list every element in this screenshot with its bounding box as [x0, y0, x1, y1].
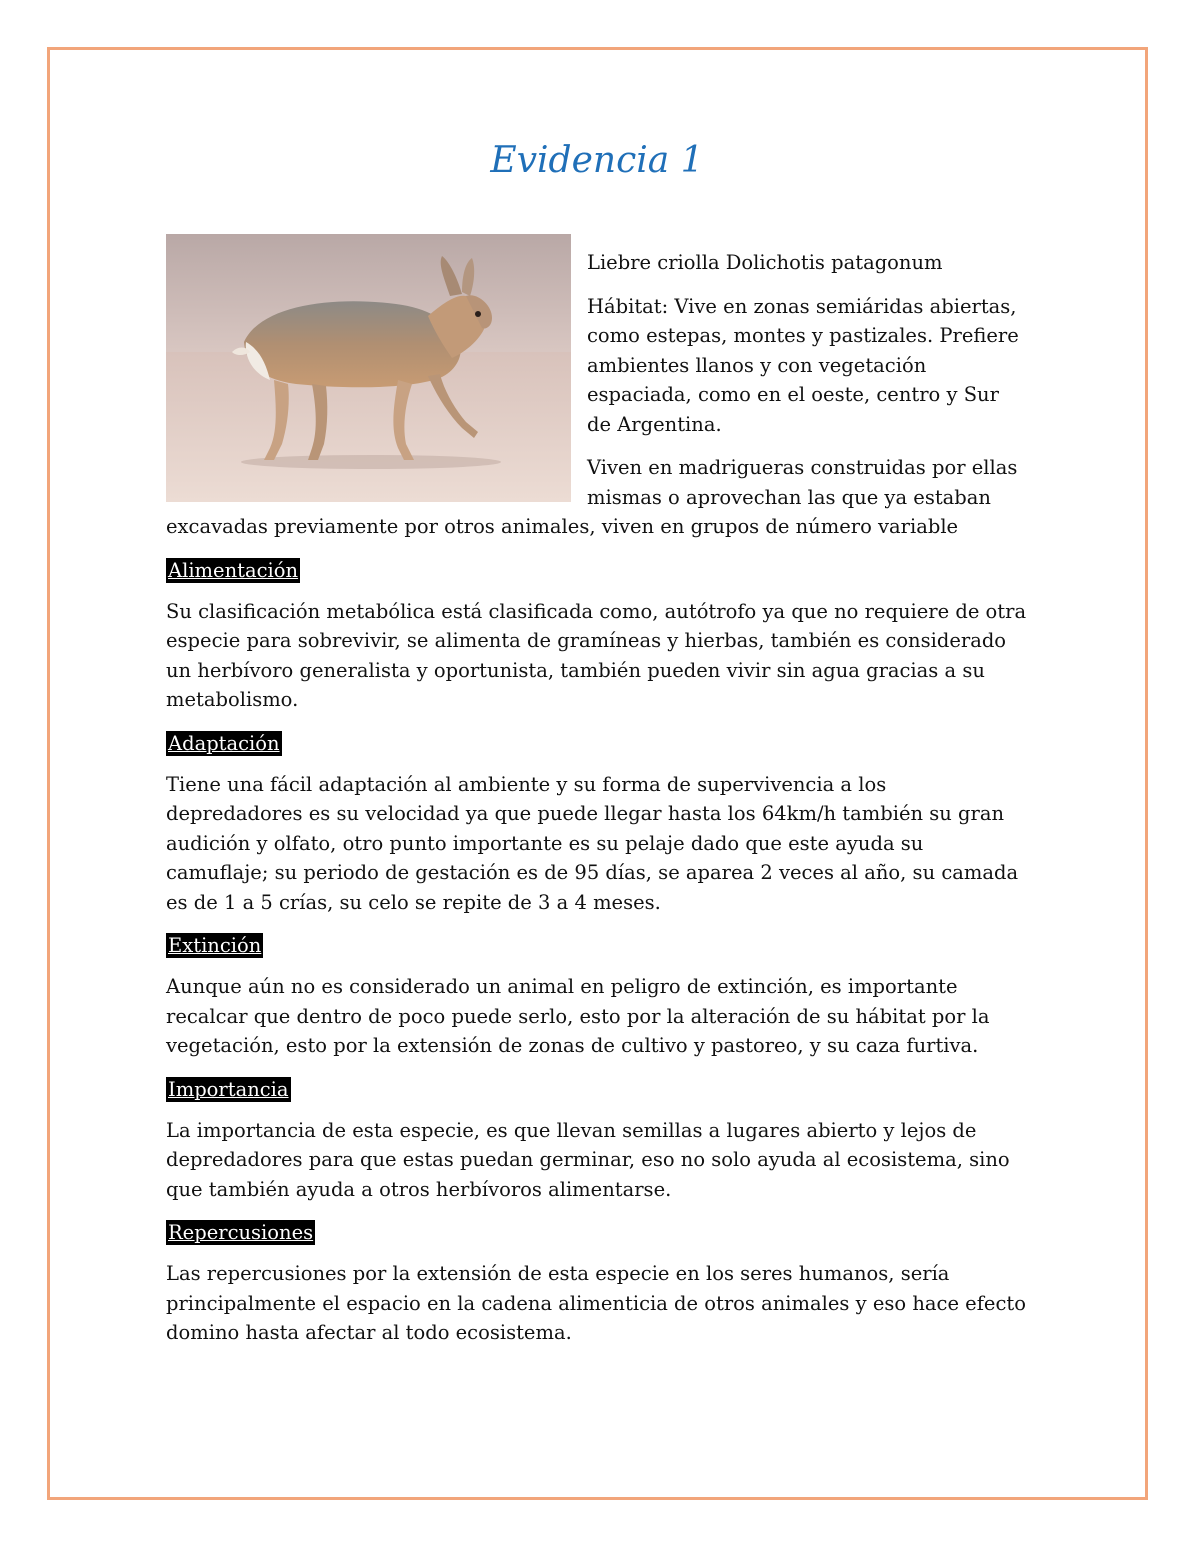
dwelling-paragraph: Viven en madrigueras construidas por ellas mismas o aprovechan las que ya estaban excavadas previamente por otros animales, viven en grupos de número variable	[166, 456, 1018, 538]
section-heading: Adaptación	[168, 731, 280, 755]
section-heading: Alimentación	[168, 558, 299, 582]
section-extincion	[166, 931, 1028, 972]
section-heading: Repercusiones	[168, 1221, 314, 1244]
section-repercusiones	[166, 1218, 1028, 1259]
habitat-paragraph: Hábitat: Vive en zonas semiáridas abiertas, como estepas, montes y pastizales. Prefiere ambientes llanos y con vegetación espaciada, como en el oeste, centro y Sur de Argentina.	[587, 294, 1019, 436]
mara-photo	[166, 234, 571, 502]
section-alimentacion	[166, 556, 1028, 597]
section-text: Su clasificación metabólica está clasificada como, autótrofo ya que no requiere de otra especie para sobrevivir, se alimenta de gramíneas y hierbas, también es considerado un herbívoro generalista y oportunista, también pueden vivir sin agua gracias a su metabolismo.	[166, 599, 1027, 711]
section-importancia	[166, 1075, 1028, 1116]
section-heading: Extinción	[168, 934, 262, 957]
section-adaptacion	[166, 729, 1028, 770]
document-body	[166, 234, 1028, 1362]
species-name: Liebre criolla Dolichotis patagonum	[587, 251, 943, 274]
section-heading: Importancia	[168, 1077, 289, 1101]
section-text: Aunque aún no es considerado un animal en peligro de extinción, es importante recalcar que dentro de poco puede serlo, esto por la alteración de su hábitat por la vegetación, esto por la extensión de zonas de cultivo y pastoreo, y su caza furtiva.	[166, 975, 990, 1057]
section-text: La importancia de esta especie, es que llevan semillas a lugares abierto y lejos de depredadores para que estas puedan germinar, eso no solo ayuda al ecosistema, sino que también ayuda a otros herbívoros alimentarse.	[166, 1118, 1010, 1201]
section-text: Tiene una fácil adaptación al ambiente y su forma de supervivencia a los depredadores es su velocidad ya que puede llegar hasta los 64km/h también su gran audición y olfato, otro punto importante es su pelaje dado que este ayuda su camuflaje; su periodo de gestación es de 95 días, se aparea 2 veces al año, su camada es de 1 a 5 crías, su celo se repite de 3 a 4 meses.	[166, 772, 1019, 914]
section-text: Las repercusiones por la extensión de esta especie en los seres humanos, sería principalmente el espacio en la cadena alimenticia de otros animales y eso hace efecto domino hasta afectar al todo ecosistema.	[166, 1262, 1026, 1344]
document-title: Evidencia 1	[490, 140, 704, 181]
